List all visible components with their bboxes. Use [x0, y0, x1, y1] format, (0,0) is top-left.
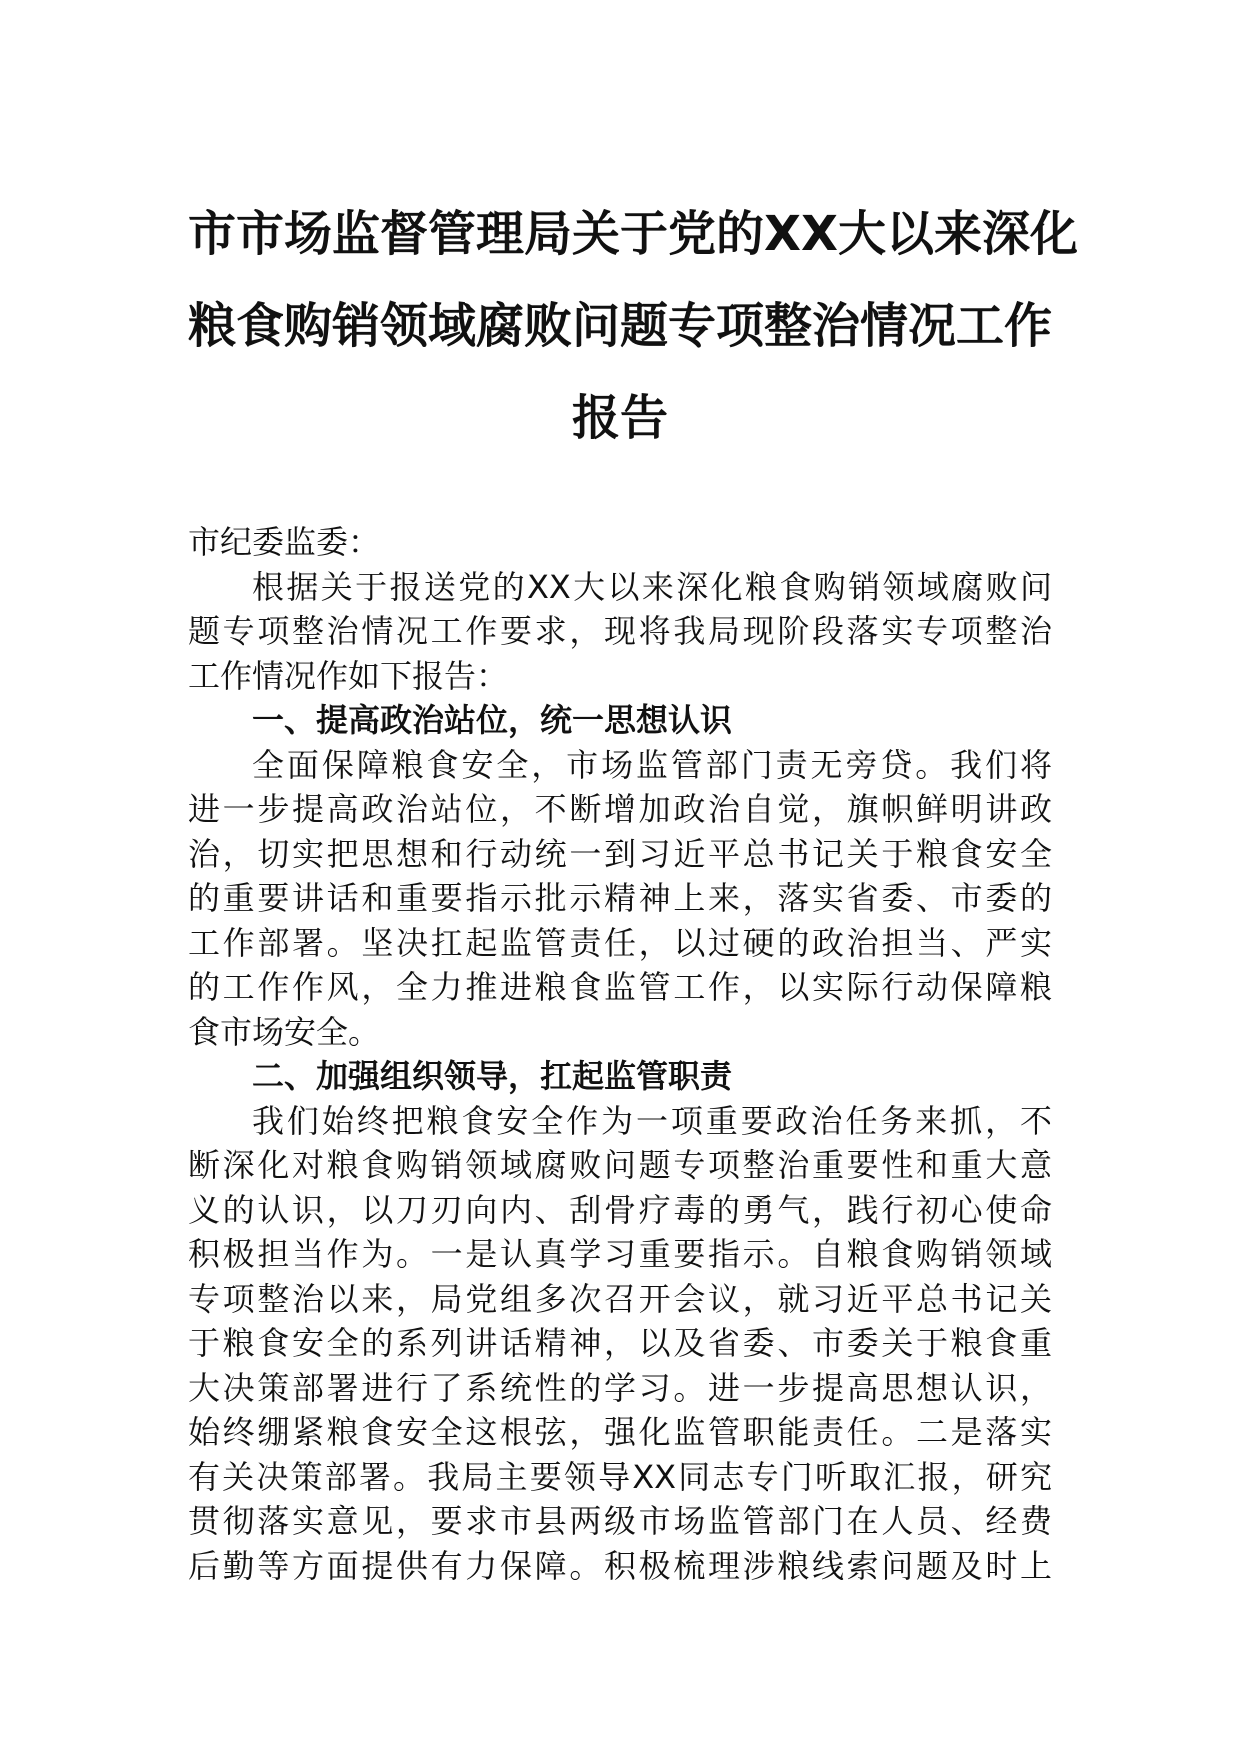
title-line-2: 粮食购销领域腐败问题专项整治情况工作 — [188, 298, 1053, 354]
body-line: 大决策部署进行了系统性的学习。进一步提高思想认识， — [188, 1368, 1052, 1407]
body-line: 题专项整治情况工作要求，现将我局现阶段落实专项整治 — [188, 612, 1052, 650]
body-line: 进一步提高政治站位，不断增加政治自觉，旗帜鲜明讲政 — [188, 790, 1052, 828]
salutation: 市纪委监委： — [188, 523, 381, 561]
document-body — [188, 520, 1052, 1588]
body-line: 我们始终把粮食安全作为一项重要政治任务来抓，不 — [252, 1101, 1052, 1140]
body-line: 食市场安全。 — [188, 1012, 381, 1051]
document-page — [188, 0, 1079, 1754]
body-line: 义的认识，以刀刃向内、刮骨疗毒的勇气，践行初心使命 — [188, 1190, 1052, 1229]
document-title — [188, 188, 1079, 464]
body-line: 有关决策部署。我局主要领导XX同志专门听取汇报，研究 — [188, 1457, 1052, 1496]
section-heading-2: 二、加强组织领导，扛起监管职责 — [252, 1057, 733, 1095]
section-heading-1: 一、提高政治站位，统一思想认识 — [252, 701, 733, 739]
body-line: 工作部署。坚决扛起监管责任，以过硬的政治担当、严实 — [188, 923, 1052, 962]
body-line: 治，切实把思想和行动统一到习近平总书记关于粮食安全 — [188, 834, 1052, 873]
body-line: 始终绷紧粮食安全这根弦，强化监管职能责任。二是落实 — [188, 1413, 1052, 1451]
body-line: 的重要讲话和重要指示批示精神上来，落实省委、市委的 — [188, 879, 1052, 917]
body-line: 后勤等方面提供有力保障。积极梳理涉粮线索问题及时上 — [188, 1546, 1052, 1585]
body-line: 贯彻落实意见，要求市县两级市场监管部门在人员、经费 — [188, 1502, 1052, 1540]
body-line: 断深化对粮食购销领域腐败问题专项整治重要性和重大意 — [188, 1146, 1052, 1184]
body-line: 于粮食安全的系列讲话精神，以及省委、市委关于粮食重 — [188, 1324, 1052, 1362]
body-line: 积极担当作为。一是认真学习重要指示。自粮食购销领域 — [188, 1235, 1052, 1273]
body-line: 工作情况作如下报告： — [188, 656, 509, 695]
title-line-1: 市市场监督管理局关于党的XX大以来深化 — [188, 206, 1079, 262]
body-line: 专项整治以来，局党组多次召开会议，就习近平总书记关 — [188, 1279, 1052, 1318]
body-line: 全面保障粮食安全，市场监管部门责无旁贷。我们将 — [252, 745, 1052, 784]
title-line-3: 报告 — [571, 390, 668, 446]
body-line: 的工作作风，全力推进粮食监管工作，以实际行动保障粮 — [188, 968, 1052, 1006]
body-line: 根据关于报送党的XX大以来深化粮食购销领域腐败问 — [252, 567, 1052, 606]
